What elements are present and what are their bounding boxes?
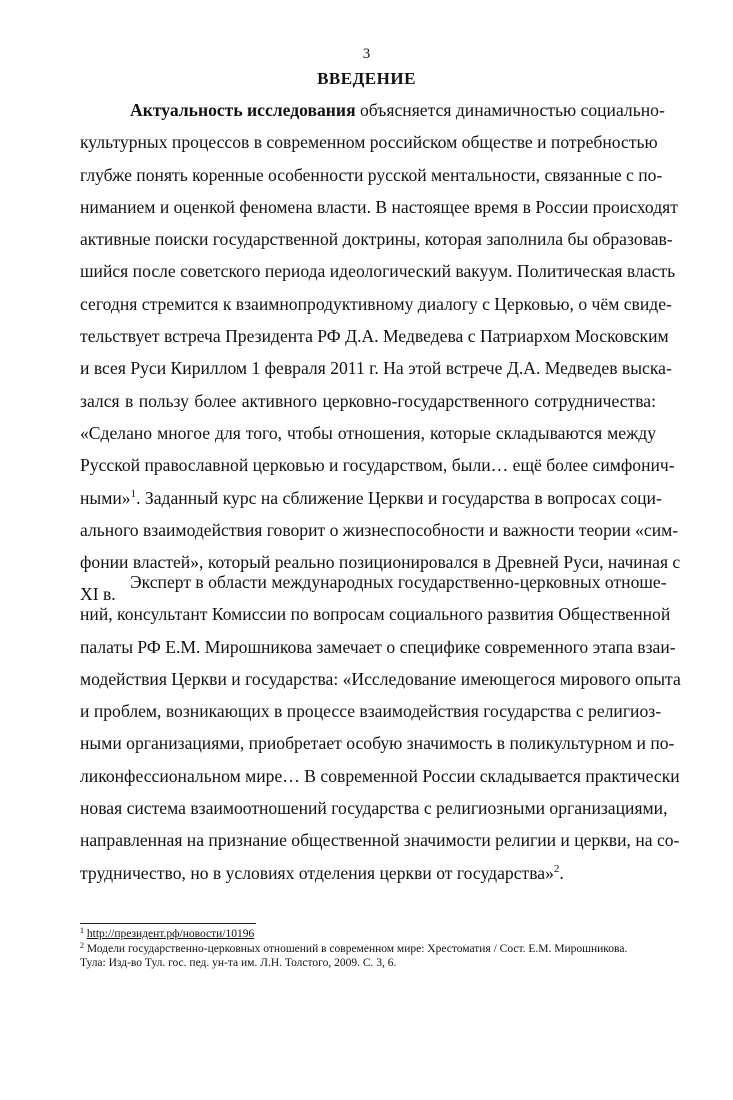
footnote-mark: 1 — [80, 926, 84, 935]
paragraph-line: Русской православной церковью и государством, были… ещё более симфонич- — [80, 455, 675, 476]
quote-end-text: ными» — [80, 487, 131, 508]
paragraph-expert — [80, 566, 681, 889]
section-heading: ВВЕДЕНИЕ — [317, 69, 416, 88]
paragraph-line: XI в. — [80, 584, 116, 605]
footnote-2-continued: Тула: Изд-во Тул. гос. пед. ун-та им. Л.Н. Толстого, 2009. С. 3, 6. — [80, 957, 397, 969]
paragraph-line: фонии властей», который реально позиционировался в Древней Руси, начиная с — [80, 552, 681, 573]
footnote-mark: 2 — [80, 940, 84, 950]
paragraph-line: ными организациями, приобретает особую значимость в поликультурном и по- — [80, 733, 675, 754]
paragraph-line: палаты РФ Е.М. Мирошникова замечает о специфике современного этапа взаи- — [80, 636, 676, 657]
footnote-separator — [80, 923, 256, 924]
paragraph-line — [80, 482, 662, 514]
paragraph-line: глубже понять коренные особенности русской ментальности, связанные с по- — [80, 164, 663, 185]
paragraph-relevance — [80, 94, 681, 611]
page-number: 3 — [362, 46, 371, 62]
paragraph-line: зался в пользу более активного церковно-государственного сотрудничества: — [80, 390, 656, 411]
paragraph-line: ального взаимодействия говорит о жизнеспособности и важности теории «сим- — [80, 519, 679, 540]
paragraph-line: и проблем, возникающих в процессе взаимодействия государства с религиоз- — [80, 701, 662, 722]
footnote-ref-2[interactable]: 2 — [553, 862, 560, 875]
footnote-1 — [80, 927, 680, 942]
paragraph-line — [80, 857, 656, 889]
quote-end-text: трудничество, но в условиях отделения церкви от государства» — [80, 862, 554, 883]
paragraph-line: сегодня стремится к взаимнопродуктивному диалогу с Церковью, о чём свиде- — [80, 293, 672, 314]
footnote-link[interactable]: http://президент.рф/новости/10196 — [86, 928, 255, 940]
paragraph-line: Эксперт в области международных государственно-церковных отноше- — [130, 572, 667, 592]
paragraph-line: направленная на признание общественной значимости религии и церкви, на со- — [80, 830, 680, 851]
paragraph-line — [80, 94, 665, 126]
footnote-text: Модели государственно-церковных отношений в современном мире: Хрестоматия / Сост. Е.М. Мирошникова. — [86, 942, 628, 955]
relevance-lead-term: Актуальность исследования — [130, 100, 356, 120]
paragraph-line: ний, консультант Комиссии по вопросам социального развития Общественной — [80, 604, 671, 625]
paragraph-line: культурных процессов в современном российском обществе и потребностью — [80, 132, 658, 153]
paragraph-line: ликонфессиональном мире… В современной России складывается практически — [80, 765, 680, 786]
footnotes — [80, 927, 680, 971]
paragraph-line: активные поиски государственной доктрины, которая заполнила бы образовав- — [80, 229, 673, 250]
paragraph-line: и всея Руси Кириллом 1 февраля 2011 г. На этой встрече Д.А. Медведев выска- — [80, 358, 672, 379]
relevance-lead-rest: объясняется динамичностью социально- — [355, 100, 665, 120]
paragraph-line: «Сделано многое для того, чтобы отношения, которые складываются между — [80, 422, 656, 443]
paragraph-line: тельствует встреча Президента РФ Д.А. Медведева с Патриархом Московским — [80, 326, 669, 347]
footnote-ref-1[interactable]: 1 — [130, 487, 137, 500]
paragraph-line: ниманием и оценкой феномена власти. В настоящее время в России происходят — [80, 196, 678, 217]
sentence-end: . — [559, 862, 564, 883]
line-continuation: . Заданный курс на сближение Церкви и государства в вопросах соци- — [136, 487, 662, 508]
footnote-2 — [80, 942, 680, 957]
paragraph-line: шийся после советского периода идеологический вакуум. Политическая власть — [80, 261, 676, 282]
paragraph-line: модействия Церкви и государства: «Исследование имеющегося мирового опыта — [80, 668, 681, 689]
paragraph-line: новая система взаимоотношений государства с религиозными организациями, — [80, 798, 668, 819]
